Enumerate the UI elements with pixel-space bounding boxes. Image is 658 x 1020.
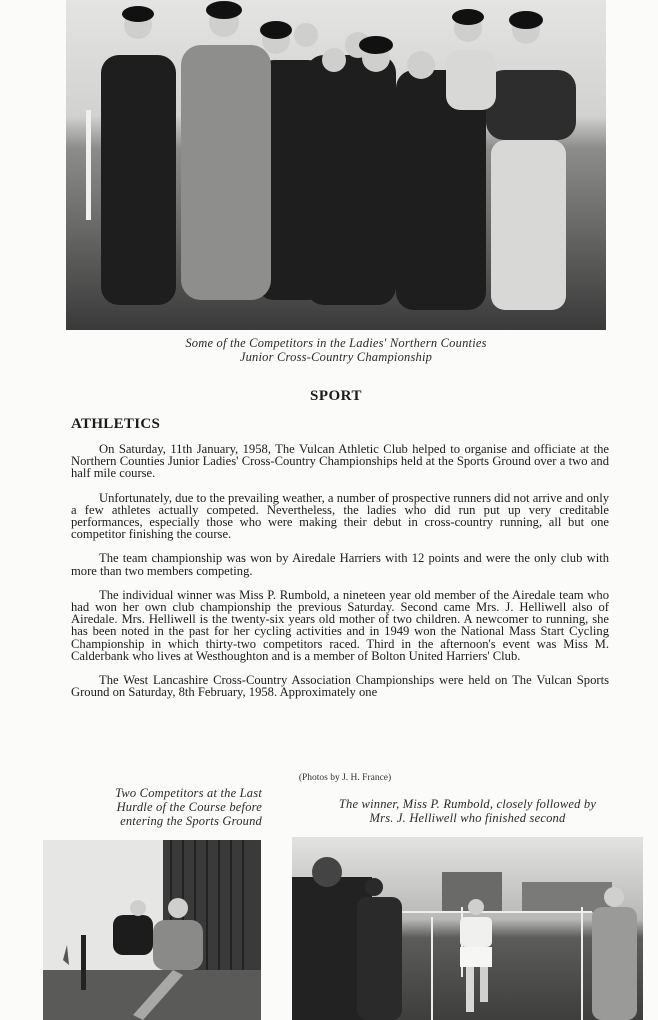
article-heading: ATHLETICS (71, 416, 161, 432)
group-photo (66, 0, 606, 330)
hurdle-photo-caption (44, 786, 262, 828)
hurdle-photo (43, 840, 261, 1020)
winner-photo-caption (292, 797, 643, 825)
caption-line: Hurdle of the Course before (116, 800, 262, 814)
caption-line: Junior Cross-Country Championship (239, 350, 433, 364)
caption-line: Two Competitors at the Last (115, 786, 262, 800)
article-paragraph: Unfortunately, due to the prevailing weather, a number of prospective runners did not arrive and only a few athletes actually competed. Nevertheless, the ladies who did run put up very creditable performances, especially those who were making their debut in cross-country running, all but one competitor finishing the course. (71, 490, 609, 542)
winner-photo-image (292, 837, 643, 1020)
hurdle-photo-image (43, 840, 261, 1020)
caption-line: entering the Sports Ground (120, 814, 262, 828)
article-paragraph: On Saturday, 11th January, 1958, The Vulcan Athletic Club helped to organise and officiate at the Northern Counties Junior Ladies' Cross-Country Championships held at the Sports Ground over a two and half mile course. (71, 442, 609, 481)
caption-line: Some of the Competitors in the Ladies' Northern Counties (185, 336, 487, 350)
caption-line: Mrs. J. Helliwell who finished second (369, 811, 566, 825)
article-paragraph: The West Lancashire Cross-Country Association Championships were held on The Vulcan Sports Ground on Saturday, 8th February, 1958. Approximately one (71, 673, 609, 700)
winner-photo (292, 837, 643, 1020)
photo-credit: (Photos by J. H. France) (298, 773, 392, 783)
caption-line: The winner, Miss P. Rumbold, closely followed by (338, 797, 597, 811)
article-paragraph: The individual winner was Miss P. Rumbold, a nineteen year old member of the Airedale team who had won her own club championship the previous Saturday. Second came Mrs. J. Helliwell also of Airedale. Mrs. Helliwell is the twenty-six years old mother of two children. A newcomer to running, she has been noted in the past for her cycling activities and in 1949 won the National Mass Start Cycling Championship in which thirty-two competitors raced. Third in the afternoon's event was Miss M. Calderbank who lives at Westhoughton and is a member of Bolton United Harriers' Club. (71, 587, 609, 663)
article-body (71, 443, 609, 710)
group-photo-caption (66, 336, 606, 364)
group-photo-image (66, 0, 606, 330)
article-paragraph: The team championship was won by Airedale Harriers with 12 points and were the only club with more than two members competing. (71, 551, 609, 578)
section-title: SPORT (310, 388, 362, 404)
